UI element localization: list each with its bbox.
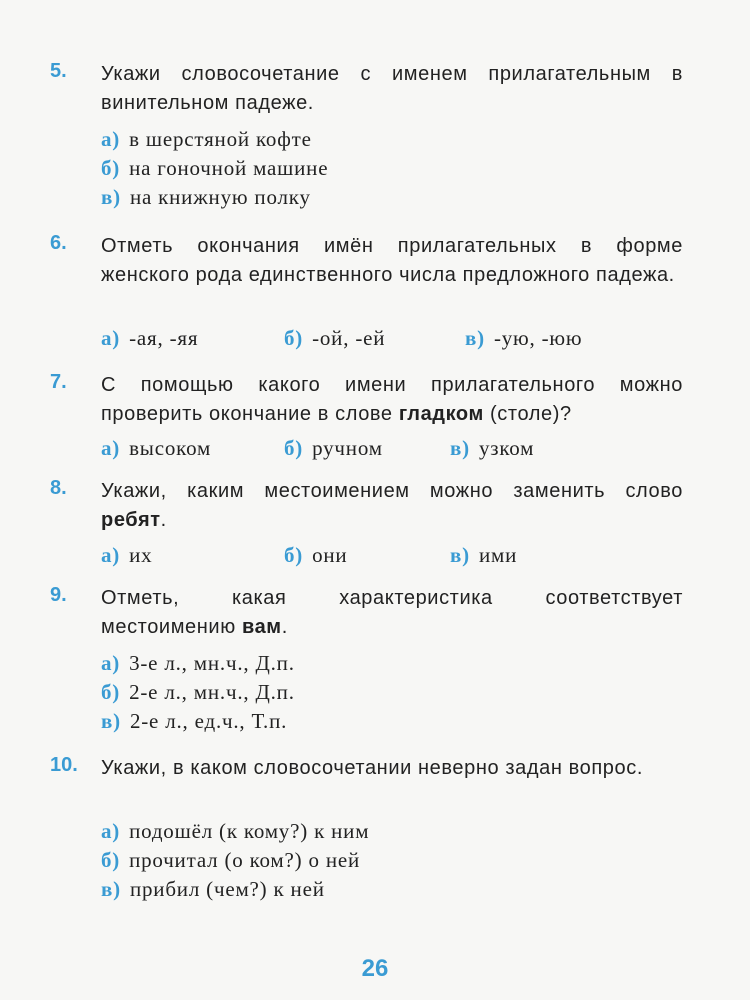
question-text: Укажи словосочетание с именем прилагательным в винительном падеже. bbox=[101, 63, 683, 114]
question-text: Отметь, какая характеристика соответствует местоимению вам. bbox=[101, 587, 683, 638]
question-text: Отметь окончания имён прилагательных в форме женского рода единственного числа предложного падежа. bbox=[101, 235, 683, 286]
option-c[interactable]: в) 2-е л., ед.ч., Т.п. bbox=[101, 709, 288, 733]
question-number: 7. bbox=[50, 371, 67, 393]
keyword: ребят bbox=[101, 509, 161, 531]
option-c[interactable]: в) прибил (чем?) к ней bbox=[101, 877, 325, 901]
option-c[interactable]: в) ими bbox=[450, 543, 518, 567]
question-number: 5. bbox=[50, 60, 67, 82]
option-c[interactable]: в) на книжную полку bbox=[101, 185, 311, 209]
option-a[interactable]: а) в шерстяной кофте bbox=[101, 127, 312, 151]
question-text: С помощью какого имени прилагательного можно проверить окончание в слове гладком (столе)? bbox=[101, 374, 683, 425]
option-c[interactable]: в) -ую, -юю bbox=[465, 326, 583, 350]
option-b[interactable]: б) прочитал (о ком?) о ней bbox=[101, 848, 361, 872]
option-b[interactable]: б) -ой, -ей bbox=[284, 326, 386, 350]
page-number: 26 bbox=[361, 955, 389, 982]
option-b[interactable]: б) они bbox=[284, 543, 348, 567]
question-text: Укажи, в каком словосочетании неверно задан вопрос. bbox=[101, 757, 643, 779]
keyword: гладком bbox=[398, 403, 484, 425]
option-a[interactable]: а) -ая, -яя bbox=[101, 326, 199, 350]
question-number: 6. bbox=[50, 232, 67, 254]
option-b[interactable]: б) 2-е л., мн.ч., Д.п. bbox=[101, 680, 295, 704]
option-a[interactable]: а) подошёл (к кому?) к ним bbox=[101, 819, 370, 843]
question-text: Укажи, каким местоимением можно заменить слово ребят. bbox=[101, 480, 683, 531]
option-c[interactable]: в) узком bbox=[450, 436, 535, 460]
question-number: 8. bbox=[50, 477, 67, 499]
option-b[interactable]: б) на гоночной машине bbox=[101, 156, 329, 180]
option-b[interactable]: б) ручном bbox=[284, 436, 383, 460]
option-a[interactable]: а) высоком bbox=[101, 436, 212, 460]
option-a[interactable]: а) 3-е л., мн.ч., Д.п. bbox=[101, 651, 295, 675]
keyword: вам bbox=[241, 616, 282, 638]
question-number: 10. bbox=[50, 754, 78, 776]
option-a[interactable]: а) их bbox=[101, 543, 153, 567]
question-number: 9. bbox=[50, 584, 67, 606]
